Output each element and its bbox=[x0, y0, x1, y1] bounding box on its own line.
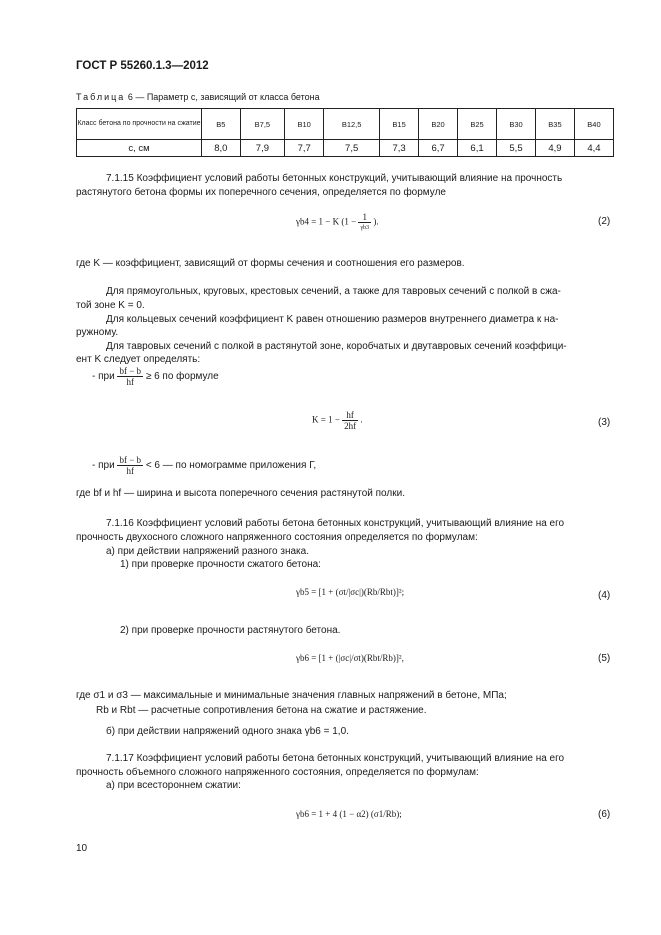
formula-3-end: . bbox=[360, 414, 363, 425]
case-a2-tensioned: 2) при проверке прочности растянутого бетона. bbox=[120, 625, 341, 636]
equation-number-5: (5) bbox=[598, 653, 611, 664]
table-caption-text: 6 — Параметр c, зависящий от класса бетона bbox=[127, 92, 320, 102]
table-cell: B30 bbox=[497, 109, 536, 140]
case-a-all-round: а) при всестороннем сжатии: bbox=[106, 780, 241, 791]
table-cell: 6,1 bbox=[458, 140, 497, 157]
table-row-header: Класс бетона по прочности на сжатие bbox=[77, 109, 202, 140]
table-cell: 4,9 bbox=[535, 140, 574, 157]
condition-fraction bbox=[117, 455, 143, 476]
table-row bbox=[77, 140, 614, 157]
formula-3-numerator: hf bbox=[342, 410, 358, 421]
paragraph-7-1-16-line2: прочность двухосного сложного напряженного состояния определяется по формулам: bbox=[76, 532, 478, 543]
condition-fraction bbox=[117, 366, 143, 387]
equation-number-3: (3) bbox=[598, 417, 611, 428]
formula-2-fraction bbox=[358, 212, 371, 233]
formula-2-lhs: γb4 = 1 − K (1 − bbox=[296, 216, 357, 227]
formula-4: γb5 = [1 + (σt/|σc|)(Rb/Rbt)]²; bbox=[296, 587, 405, 597]
formula-3-lhs: K = 1 − bbox=[312, 414, 340, 425]
where-sigma-definition: где σ1 и σ3 — максимальные и минимальные значения главных напряжений в бетоне, МПа; bbox=[76, 690, 507, 701]
formula-5: γb6 = [1 + (|σc|/σt)(Rbt/Rb)]², bbox=[296, 653, 404, 663]
formula-3 bbox=[312, 410, 363, 431]
case-b-same-sign: б) при действии напряжений одного знака γb6 = 1,0. bbox=[106, 726, 349, 737]
condition-numerator: bf − b bbox=[119, 455, 142, 465]
condition-denominator: hf bbox=[126, 466, 134, 476]
case-a1-compressed: 1) при проверке прочности сжатого бетона: bbox=[120, 559, 321, 570]
ring-sections-line1: Для кольцевых сечений коэффициент K равен отношению размеров внутреннего диаметра к на- bbox=[106, 314, 559, 325]
paragraph-7-1-15-line2: растянутого бетона формы их поперечного сечения, определяется по формуле bbox=[76, 187, 446, 198]
equation-number-4: (4) bbox=[598, 590, 611, 601]
condition-ge-6 bbox=[92, 366, 219, 387]
table-caption bbox=[76, 92, 320, 102]
where-bh-definition: где bf и hf — ширина и высота поперечного сечения растянутой полки. bbox=[76, 488, 405, 499]
case-a-different-sign: а) при действии напряжений разного знака. bbox=[106, 546, 309, 557]
table-cell: 6,7 bbox=[419, 140, 458, 157]
paragraph-7-1-16-line1: 7.1.16 Коэффициент условий работы бетона бетонных конструкций, учитывающий влияние на его bbox=[106, 518, 565, 529]
equation-number-2: (2) bbox=[598, 216, 611, 227]
formula-2 bbox=[296, 212, 379, 233]
table-cell: B5 bbox=[202, 109, 241, 140]
page-number: 10 bbox=[76, 843, 88, 854]
table-cell: 8,0 bbox=[202, 140, 241, 157]
table-cell: 7,9 bbox=[240, 140, 285, 157]
table-cell: B35 bbox=[535, 109, 574, 140]
concrete-class-table bbox=[76, 108, 614, 157]
table-cell: 7,5 bbox=[324, 140, 380, 157]
table-cell: 4,4 bbox=[574, 140, 613, 157]
formula-2-denominator: γb3 bbox=[360, 225, 370, 231]
condition-numerator: bf − b bbox=[119, 366, 142, 376]
formula-2-end: ). bbox=[373, 216, 379, 227]
equation-number-6: (6) bbox=[598, 809, 611, 820]
table-cell: B20 bbox=[419, 109, 458, 140]
table-cell: B25 bbox=[458, 109, 497, 140]
table-cell: B12,5 bbox=[324, 109, 380, 140]
where-r-definition: Rb и Rbt — расчетные сопротивления бетона на сжатие и растяжение. bbox=[96, 705, 427, 716]
ring-sections-line2: ружному. bbox=[76, 327, 119, 338]
table-cell: 7,3 bbox=[380, 140, 419, 157]
tee-sections-line1: Для тавровых сечений с полкой в растянутой зоне, коробчатых и двутавровых сечений коэффици- bbox=[106, 341, 567, 352]
formula-3-fraction bbox=[342, 410, 358, 431]
condition-prefix: - при bbox=[92, 371, 115, 383]
tee-sections-line2: ент K следует определять: bbox=[76, 354, 201, 365]
paragraph-7-1-15-line1: 7.1.15 Коэффициент условий работы бетонных конструкций, учитывающий влияние на прочность bbox=[106, 173, 563, 184]
condition-prefix: - при bbox=[92, 460, 115, 472]
table-cell: B40 bbox=[574, 109, 613, 140]
document-header: ГОСТ Р 55260.1.3—2012 bbox=[76, 60, 209, 72]
rect-sections-line2: той зоне K = 0. bbox=[76, 300, 145, 311]
formula-2-numerator: 1 bbox=[358, 212, 371, 223]
table-row bbox=[77, 109, 614, 140]
condition-lt-6 bbox=[92, 455, 316, 476]
table-cell: B7,5 bbox=[240, 109, 285, 140]
rect-sections-line1: Для прямоугольных, круговых, крестовых сечений, а также для тавровых сечений с полкой в сжа- bbox=[106, 286, 561, 297]
condition-suffix: < 6 — по номограмме приложения Г, bbox=[145, 460, 317, 472]
table-cell: 7,7 bbox=[285, 140, 324, 157]
condition-suffix: ≥ 6 по формуле bbox=[145, 371, 219, 383]
paragraph-7-1-17-line1: 7.1.17 Коэффициент условий работы бетона бетонных конструкций, учитывающий влияние на его bbox=[106, 753, 565, 764]
table-row-header: c, см bbox=[77, 140, 202, 157]
table-cell: 5,5 bbox=[497, 140, 536, 157]
formula-6: γb6 = 1 + 4 (1 − α2) (σ1/Rb); bbox=[296, 809, 402, 819]
table-cell: B15 bbox=[380, 109, 419, 140]
condition-denominator: hf bbox=[126, 377, 134, 387]
paragraph-7-1-17-line2: прочность объемного сложного напряженного состояния, определяется по формулам: bbox=[76, 767, 479, 778]
formula-3-denominator: 2hf bbox=[344, 421, 357, 431]
table-cell: B10 bbox=[285, 109, 324, 140]
where-k-definition: где K — коэффициент, зависящий от формы сечения и соотношения его размеров. bbox=[76, 258, 465, 269]
table-caption-label: Таблица bbox=[76, 92, 126, 102]
